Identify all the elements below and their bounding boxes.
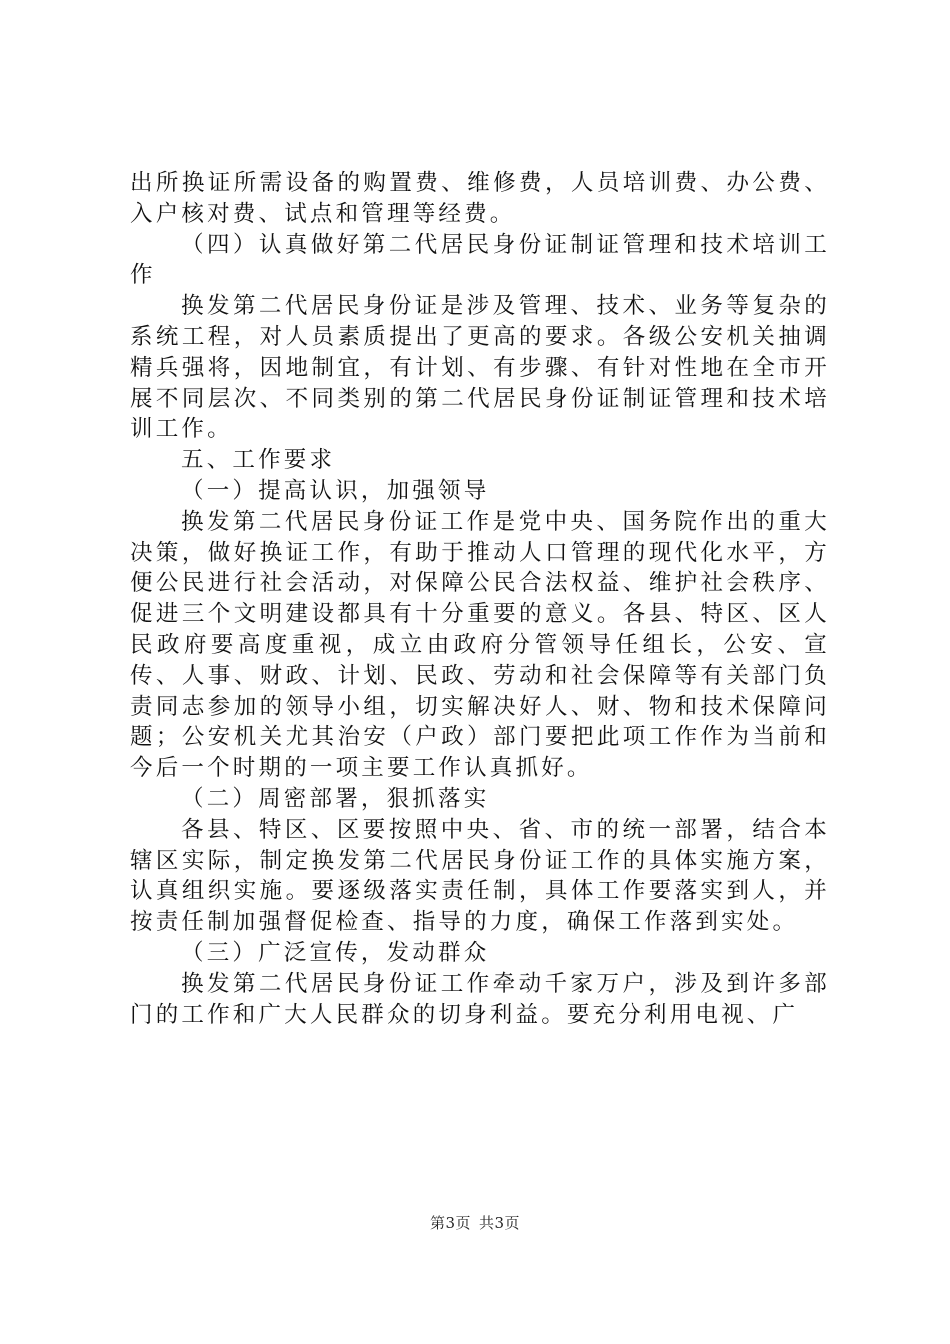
paragraph-1: 出所换证所需设备的购置费、维修费，人员培训费、办公费、入户核对费、试点和管理等经费。 [130, 170, 830, 227]
document-body [130, 168, 830, 1030]
paragraph-2-heading: （四）认真做好第二代居民身份证制证管理和技术培训工作 [130, 231, 830, 289]
page-total: 共3页 [479, 1214, 521, 1232]
subsection-heading-3: （三）广泛宣传，发动群众 [181, 939, 490, 966]
page-footer [0, 1212, 950, 1233]
subsection-heading-1: （一）提高认识，加强领导 [181, 477, 490, 504]
paragraph-10: 换发第二代居民身份证工作牵动千家万户，涉及到许多部门的工作和广大人民群众的切身利益。要充分利用电视、广 [130, 970, 830, 1028]
section-heading: 五、工作要求 [181, 447, 336, 474]
paragraph-6: 换发第二代居民身份证工作是党中央、国务院作出的重大决策，做好换证工作，有助于推动人口管理的现代化水平，方便公民进行社会活动，对保障公民合法权益、维护社会秩序、促进三个文明建设都具有十分重要的意义。各县、特区、区人民政府要高度重视，成立由政府分管领导任组长，公安、宣传、人事、财政、计划、民政、劳动和社会保障等有关部门负责同志参加的领导小组，切实解决好人、财、物和技术保障问题；公安机关尤其治安（户政）部门要把此项工作作为当前和今后一个时期的一项主要工作认真抓好。 [130, 508, 830, 782]
subsection-heading-2: （二）周密部署，狠抓落实 [181, 785, 490, 812]
page-number: 第3页 [429, 1214, 471, 1232]
paragraph-8: 各县、特区、区要按照中央、省、市的统一部署，结合本辖区实际，制定换发第二代居民身份证工作的具体实施方案，认真组织实施。要逐级落实责任制，具体工作要落实到人，并按责任制加强督促检查、指导的力度，确保工作落到实处。 [130, 816, 830, 936]
paragraph-3: 换发第二代居民身份证是涉及管理、技术、业务等复杂的系统工程，对人员素质提出了更高的要求。各级公安机关抽调精兵强将，因地制宜，有计划、有步骤、有针对性地在全市开展不同层次、不同类别的第二代居民身份证制证管理和技术培训工作。 [130, 293, 830, 443]
